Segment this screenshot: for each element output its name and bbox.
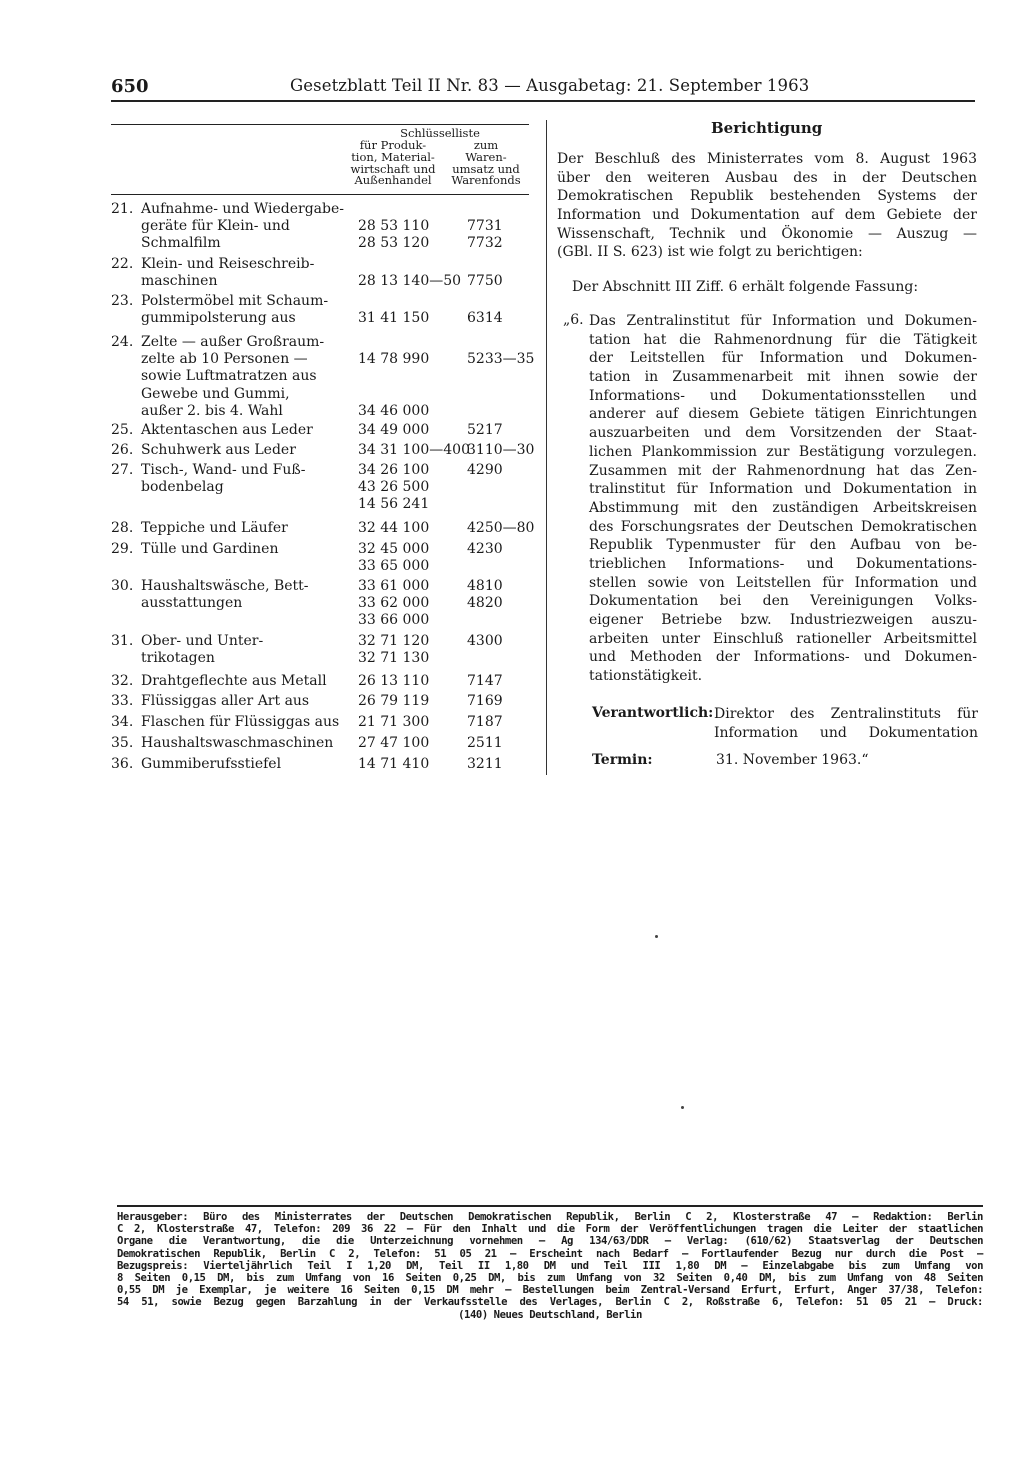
item-description-line: Haushaltswaschmaschinen: [141, 735, 334, 751]
row-number: 32.: [111, 673, 134, 689]
text-line: trieblichen Informations- und Dokumentations-: [589, 555, 977, 572]
text-line: tationstätigkeit.: [589, 668, 703, 685]
production-key-code: 32 44 100: [358, 520, 430, 536]
text-line: tralinstitut für Information und Dokumentation in: [589, 481, 977, 498]
production-key-code: 14 78 990: [358, 351, 430, 368]
production-key-code: 34 31 100—400: [358, 442, 470, 458]
production-key-code: 33 62 000: [358, 595, 430, 612]
commodity-key-code: 7750: [467, 273, 503, 290]
text-line: Direktor des Zentralinstituts für: [714, 706, 978, 722]
production-key-code: 34 26 100: [358, 462, 430, 478]
item-description-line: Polstermöbel mit Schaum-: [141, 293, 329, 309]
table-header-col2-line: umsatz und: [452, 161, 520, 176]
production-key-code: 27 47 100: [358, 735, 430, 751]
item-description-line: Haushaltswäsche, Bett-: [141, 578, 309, 594]
commodity-key-code: 5233—35: [467, 351, 535, 368]
text-line: Republik Typenmuster für den Aufbau von be-: [589, 537, 977, 554]
imprint-line: C 2, Klosterstraße 47, Telefon: 209 36 22 — Für den Inhalt und die Form der Veröffentlichungen tragen die Leiter der staatlichen: [117, 1223, 983, 1236]
table-header-col1-line: wirtschaft und: [350, 161, 436, 176]
commodity-key-code: 7187: [467, 714, 503, 730]
commodity-key-code: 4230: [467, 541, 503, 557]
production-key-code: 32 71 130: [358, 650, 430, 667]
commodity-key-code: 4300: [467, 633, 503, 649]
production-key-code: 34 46 000: [358, 402, 430, 419]
text-line: (GBl. II S. 623) ist wie folgt zu berichtigen:: [557, 244, 863, 261]
production-key-code: 14 71 410: [358, 756, 430, 772]
row-number: 21.: [111, 201, 134, 217]
table-header-col1: [338, 140, 448, 187]
production-key-code: 34 49 000: [358, 422, 430, 438]
item-description-line: Schmalfilm: [141, 235, 221, 252]
imprint: [117, 1211, 983, 1321]
table-header-col2-line: zum: [473, 138, 499, 152]
text-line: über den weiteren Ausbau des in der Deutschen: [557, 169, 977, 186]
commodity-key-code: 4820: [467, 595, 503, 612]
item-description-line: Zelte — außer Großraum-: [141, 334, 325, 350]
column-divider: [546, 120, 547, 775]
table-header-col2: [444, 140, 528, 187]
item-description-line: ausstattungen: [141, 595, 243, 612]
text-line: Abstimmung mit den zuständigen Arbeitskreisen: [589, 499, 977, 516]
item-description-line: Klein- und Reiseschreib-: [141, 256, 315, 272]
table-header-col1-line: Außenhandel: [354, 173, 432, 188]
text-line: Wissenschaft, Technik und Ökonomie — Auszug —: [557, 225, 977, 242]
commodity-key-code: 2511: [467, 735, 503, 751]
imprint-line: 54 51, sowie Bezug gegen Barzahlung in der Verkaufsstelle des Verlages, Berlin C 2, Roßstraße 6, Telefon: 51 05 21 — Druck:: [117, 1296, 983, 1309]
imprint-line: (140) Neues Deutschland, Berlin: [458, 1308, 642, 1321]
item-description-line: Aufnahme- und Wiedergabe-: [141, 201, 345, 217]
text-line: der Leitstellen für Information und Dokumen-: [589, 350, 977, 367]
item-description-line: Schuhwerk aus Leder: [141, 442, 296, 458]
table-header-col1-line: für Produk-: [359, 138, 427, 152]
production-key-code: 31 41 150: [358, 310, 430, 327]
item-description-line: Teppiche und Läufer: [141, 520, 288, 536]
item-description-line: Tisch-, Wand- und Fuß-: [141, 462, 306, 478]
text-line: Dokumentation bei den Vereinigungen Volks-: [589, 593, 977, 610]
item-description-line: maschinen: [141, 273, 218, 290]
production-key-code: 32 45 000: [358, 541, 430, 557]
row-number: 31.: [111, 633, 134, 649]
text-line: arbeiten unter Einschluß rationeller Arbeitsmittel: [589, 630, 977, 647]
commodity-key-code: 7731: [467, 218, 503, 235]
production-key-code: 32 71 120: [358, 633, 430, 649]
imprint-line: Organe die Verantwortung, die die Unterzeichnung vornehmen — Ag 134/63/DDR — Verlag: (610/62) Staatsverlag der Deutschen: [117, 1235, 983, 1248]
imprint-line: 0,55 DM je Exemplar, je weitere 16 Seiten 0,15 DM mehr — Bestellungen beim Zentral-Versand Erfurt, Erfurt, Anger 37/38, Telefon:: [117, 1284, 983, 1297]
production-key-code: 21 71 300: [358, 714, 430, 730]
commodity-key-code: 3211: [467, 756, 503, 772]
text-line: eigener Betriebe bzw. Industriezweigen auszu-: [589, 612, 977, 628]
production-key-code: 33 61 000: [358, 578, 430, 594]
section-title: Berichtigung: [711, 119, 823, 137]
imprint-line: 8 Seiten 0,15 DM, bis zum Umfang von 16 Seiten 0,25 DM, bis zum Umfang von 32 Seiten 0,40 DM, bis zum Umfang von 48 Seiten: [117, 1271, 983, 1284]
table-header-main: Schlüsselliste: [400, 126, 480, 140]
term-value: 31. November 1963.“: [716, 752, 869, 768]
text-line: Der Beschluß des Ministerrates vom 8. August 1963: [557, 151, 977, 167]
item-description-line: gummipolsterung aus: [141, 310, 296, 327]
row-number: 27.: [111, 462, 134, 478]
production-key-code: 28 53 110: [358, 218, 430, 235]
term-label: Termin:: [592, 752, 653, 768]
production-key-code: 26 13 110: [358, 673, 430, 689]
responsible-label: Verantwortlich:: [592, 705, 714, 721]
row-number: 36.: [111, 756, 134, 772]
row-number: 35.: [111, 735, 134, 751]
table-header-col2-line: Waren-: [465, 149, 507, 164]
row-number: 26.: [111, 442, 134, 458]
item-description-line: trikotagen: [141, 650, 215, 667]
row-number: 23.: [111, 293, 134, 309]
item-description-line: Gummiberufsstiefel: [141, 756, 282, 772]
quoted-item-number: „6.: [563, 312, 584, 328]
correction-paragraph-1: [557, 150, 977, 262]
page-number: 650: [111, 76, 149, 97]
text-line: lichen Plankommission zur Bestätigung vorzulegen.: [589, 443, 977, 460]
item-description-line: Tülle und Gardinen: [141, 541, 279, 557]
text-line: und Methoden der Informations- und Dokumen-: [589, 649, 977, 666]
item-description-line: bodenbelag: [141, 479, 224, 496]
item-description-line: zelte ab 10 Personen —: [141, 351, 308, 368]
item-description-line: Ober- und Unter-: [141, 633, 264, 649]
production-key-code: 26 79 119: [358, 693, 430, 709]
commodity-key-code: 6314: [467, 310, 503, 327]
item-description-line: Flüssiggas aller Art aus: [141, 693, 310, 709]
row-number: 25.: [111, 422, 134, 438]
production-key-code: 33 65 000: [358, 558, 430, 575]
production-key-code: 14 56 241: [358, 496, 430, 513]
item-description-line: Flaschen für Flüssiggas aus: [141, 714, 340, 730]
correction-paragraph-2: Der Abschnitt III Ziff. 6 erhält folgende Fassung:: [572, 279, 919, 295]
row-number: 33.: [111, 693, 134, 709]
row-number: 34.: [111, 714, 134, 730]
correction-paragraph-3: [589, 312, 977, 686]
item-description-line: außer 2. bis 4. Wahl: [141, 402, 283, 419]
imprint-line: Bezugspreis: Vierteljährlich Teil I 1,20 DM, Teil II 1,80 DM und Teil III 1,80 DM — Einzelabgabe bis zum Umfang von: [117, 1259, 983, 1272]
table-header-col1-line: tion, Material-: [351, 149, 435, 164]
table-top-rule: [111, 124, 529, 125]
text-line: tation hat die Rahmenordnung für die Tätigkeit: [589, 331, 977, 348]
production-key-code: 28 53 120: [358, 235, 430, 252]
item-description-line: Drahtgeflechte aus Metall: [141, 673, 327, 689]
commodity-key-code: 5217: [467, 422, 503, 438]
text-line: Zusammen mit der Rahmenordnung hat das Zen-: [589, 462, 977, 479]
scan-speck: [681, 1106, 684, 1109]
row-number: 22.: [111, 256, 134, 272]
production-key-code: 33 66 000: [358, 612, 430, 629]
commodity-key-code: 4290: [467, 462, 503, 478]
commodity-key-code: 7147: [467, 673, 503, 689]
table-header-rule: [111, 194, 529, 195]
row-number: 28.: [111, 520, 134, 536]
page-header-title: Gesetzblatt Teil II Nr. 83 — Ausgabetag: 21. September 1963: [290, 76, 810, 95]
header-rule: [111, 100, 975, 102]
commodity-key-code: 7732: [467, 235, 503, 252]
commodity-key-code: 4250—80: [467, 520, 535, 536]
imprint-line: Herausgeber: Büro des Ministerrates der Deutschen Demokratischen Republik, Berlin C 2, Klosterstraße 47 — Redaktion: Berlin: [117, 1211, 983, 1223]
item-description-line: Gewebe und Gummi,: [141, 385, 290, 402]
item-description-line: Aktentaschen aus Leder: [141, 422, 313, 438]
text-line: Demokratischen Republik bestehenden Systems der: [557, 188, 977, 205]
text-line: stellen sowie von Leitstellen für Information und: [589, 574, 977, 591]
text-line: Information und Dokumentation auf dem Gebiete der: [557, 207, 977, 224]
text-line: tation in Zusammenarbeit mit ihnen sowie der: [589, 369, 977, 386]
production-key-code: 28 13 140—50: [358, 273, 462, 290]
text-line: des Forschungsrates der Deutschen Demokratischen: [589, 518, 977, 535]
scan-speck: [655, 935, 658, 938]
imprint-line: Demokratischen Republik, Berlin C 2, Telefon: 51 05 21 — Erscheint nach Bedarf — Fortlaufender Bezug nur durch die Post —: [117, 1247, 983, 1260]
commodity-key-code: 7169: [467, 693, 503, 709]
item-description-line: geräte für Klein- und: [141, 218, 290, 235]
row-number: 29.: [111, 541, 134, 557]
text-line: Information und Dokumentation: [714, 724, 978, 741]
row-number: 30.: [111, 578, 134, 594]
text-line: Informations- und Dokumentationsstellen und: [589, 387, 977, 404]
item-description-line: sowie Luftmatratzen aus: [141, 368, 317, 385]
responsible-value: [714, 705, 978, 742]
text-line: auszuarbeiten und dem Vorsitzenden der Staat-: [589, 425, 977, 442]
text-line: Das Zentralinstitut für Information und Dokumen-: [589, 313, 977, 329]
imprint-rule: [117, 1205, 983, 1207]
commodity-key-code: 3110—30: [467, 442, 535, 458]
production-key-code: 43 26 500: [358, 479, 430, 496]
table-header-col2-line: Warenfonds: [451, 173, 521, 188]
commodity-key-code: 4810: [467, 578, 503, 594]
row-number: 24.: [111, 334, 134, 350]
text-line: anderer auf diesem Gebiete tätigen Einrichtungen: [589, 406, 977, 423]
